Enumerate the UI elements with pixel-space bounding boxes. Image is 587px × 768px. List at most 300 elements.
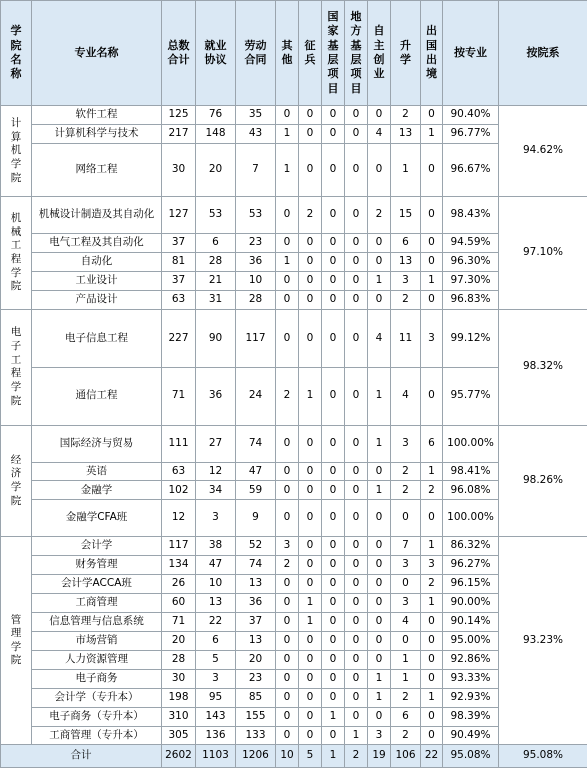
startup-cell: 0 [368, 650, 391, 669]
abroad-cell: 0 [421, 106, 443, 125]
major-rate-cell: 90.00% [443, 593, 499, 612]
national-cell: 0 [322, 631, 345, 650]
employment-cell: 13 [196, 593, 236, 612]
local-cell: 0 [345, 631, 368, 650]
major-name-cell: 电气工程及其自动化 [32, 234, 162, 253]
military-cell: 0 [299, 124, 322, 143]
other-cell: 2 [276, 556, 299, 575]
header-total: 总数 合计 [162, 1, 196, 106]
labor-cell: 43 [236, 124, 276, 143]
labor-cell: 117 [236, 309, 276, 367]
college-rate-cell: 97.10% [499, 197, 587, 310]
other-cell: 1 [276, 143, 299, 196]
other-cell: 2 [276, 367, 299, 425]
national-cell: 0 [322, 593, 345, 612]
military-cell: 0 [299, 425, 322, 462]
abroad-cell: 0 [421, 290, 443, 309]
total-cell: 30 [162, 143, 196, 196]
military-cell: 0 [299, 631, 322, 650]
further-cell: 15 [391, 197, 421, 234]
military-cell: 0 [299, 253, 322, 272]
table-row [1, 425, 587, 462]
further-cell: 0 [391, 500, 421, 537]
total-military-cell: 5 [299, 745, 322, 768]
further-cell: 0 [391, 631, 421, 650]
college-name-cell: 机 械 工 程 学 院 [1, 197, 32, 310]
further-cell: 2 [391, 688, 421, 707]
further-cell: 3 [391, 425, 421, 462]
labor-cell: 13 [236, 575, 276, 594]
startup-cell: 0 [368, 462, 391, 481]
startup-cell: 0 [368, 537, 391, 556]
further-cell: 4 [391, 612, 421, 631]
other-cell: 0 [276, 309, 299, 367]
other-cell: 0 [276, 462, 299, 481]
major-rate-cell: 95.77% [443, 367, 499, 425]
employment-cell: 136 [196, 726, 236, 745]
header-national: 国 家 基 层 项 目 [322, 1, 345, 106]
startup-cell: 4 [368, 124, 391, 143]
abroad-cell: 0 [421, 631, 443, 650]
header-military: 征 兵 [299, 1, 322, 106]
college-name-cell: 经 济 学 院 [1, 425, 32, 536]
table-row [1, 106, 587, 125]
major-rate-cell: 90.14% [443, 612, 499, 631]
national-cell: 0 [322, 688, 345, 707]
local-cell: 1 [345, 726, 368, 745]
header-by-major: 按专业 [443, 1, 499, 106]
local-cell: 0 [345, 650, 368, 669]
other-cell: 0 [276, 631, 299, 650]
total-local-cell: 2 [345, 745, 368, 768]
total-cell: 30 [162, 669, 196, 688]
total-cell: 60 [162, 593, 196, 612]
major-name-cell: 国际经济与贸易 [32, 425, 162, 462]
major-rate-cell: 92.86% [443, 650, 499, 669]
other-cell: 0 [276, 272, 299, 291]
abroad-cell: 6 [421, 425, 443, 462]
startup-cell: 1 [368, 688, 391, 707]
major-name-cell: 通信工程 [32, 367, 162, 425]
header-college: 学 院 名 称 [1, 1, 32, 106]
startup-cell: 1 [368, 481, 391, 500]
further-cell: 13 [391, 124, 421, 143]
employment-cell: 31 [196, 290, 236, 309]
header-by-college: 按院系 [499, 1, 587, 106]
major-rate-cell: 96.08% [443, 481, 499, 500]
national-cell: 0 [322, 309, 345, 367]
local-cell: 0 [345, 593, 368, 612]
total-label: 合计 [1, 745, 162, 768]
other-cell: 0 [276, 669, 299, 688]
other-cell: 1 [276, 124, 299, 143]
total-cell: 12 [162, 500, 196, 537]
national-cell: 0 [322, 462, 345, 481]
total-cell: 71 [162, 612, 196, 631]
military-cell: 0 [299, 537, 322, 556]
labor-cell: 85 [236, 688, 276, 707]
further-cell: 13 [391, 253, 421, 272]
national-cell: 0 [322, 537, 345, 556]
other-cell: 0 [276, 612, 299, 631]
major-rate-cell: 98.39% [443, 707, 499, 726]
abroad-cell: 2 [421, 481, 443, 500]
major-rate-cell: 100.00% [443, 425, 499, 462]
startup-cell: 1 [368, 425, 391, 462]
local-cell: 0 [345, 500, 368, 537]
employment-cell: 90 [196, 309, 236, 367]
header-other: 其 他 [276, 1, 299, 106]
further-cell: 2 [391, 462, 421, 481]
major-name-cell: 工商管理（专升本） [32, 726, 162, 745]
other-cell: 0 [276, 593, 299, 612]
employment-cell: 6 [196, 234, 236, 253]
other-cell: 0 [276, 197, 299, 234]
employment-cell: 6 [196, 631, 236, 650]
labor-cell: 53 [236, 197, 276, 234]
employment-cell: 5 [196, 650, 236, 669]
abroad-cell: 0 [421, 143, 443, 196]
local-cell: 0 [345, 309, 368, 367]
labor-cell: 10 [236, 272, 276, 291]
major-rate-cell: 96.27% [443, 556, 499, 575]
other-cell: 0 [276, 575, 299, 594]
other-cell: 0 [276, 726, 299, 745]
major-rate-cell: 96.77% [443, 124, 499, 143]
total-cell: 310 [162, 707, 196, 726]
employment-cell: 34 [196, 481, 236, 500]
table-row [1, 197, 587, 234]
table-row [1, 537, 587, 556]
abroad-cell: 3 [421, 556, 443, 575]
header-further: 升 学 [391, 1, 421, 106]
table-body [1, 106, 587, 768]
labor-cell: 13 [236, 631, 276, 650]
total-cell: 305 [162, 726, 196, 745]
military-cell: 0 [299, 669, 322, 688]
labor-cell: 28 [236, 290, 276, 309]
employment-cell: 10 [196, 575, 236, 594]
employment-cell: 47 [196, 556, 236, 575]
national-cell: 0 [322, 669, 345, 688]
college-rate-cell: 93.23% [499, 537, 587, 745]
major-name-cell: 电子信息工程 [32, 309, 162, 367]
military-cell: 0 [299, 309, 322, 367]
further-cell: 2 [391, 290, 421, 309]
employment-cell: 76 [196, 106, 236, 125]
military-cell: 0 [299, 500, 322, 537]
total-national-cell: 1 [322, 745, 345, 768]
further-cell: 7 [391, 537, 421, 556]
military-cell: 0 [299, 650, 322, 669]
employment-cell: 21 [196, 272, 236, 291]
labor-cell: 59 [236, 481, 276, 500]
total-cell: 217 [162, 124, 196, 143]
total-rate-major: 95.08% [443, 745, 499, 768]
national-cell: 1 [322, 707, 345, 726]
major-name-cell: 工商管理 [32, 593, 162, 612]
further-cell: 1 [391, 143, 421, 196]
other-cell: 0 [276, 106, 299, 125]
employment-cell: 3 [196, 669, 236, 688]
abroad-cell: 0 [421, 367, 443, 425]
labor-cell: 20 [236, 650, 276, 669]
abroad-cell: 0 [421, 612, 443, 631]
college-rate-cell: 98.26% [499, 425, 587, 536]
major-rate-cell: 93.33% [443, 669, 499, 688]
further-cell: 3 [391, 556, 421, 575]
labor-cell: 37 [236, 612, 276, 631]
startup-cell: 1 [368, 367, 391, 425]
startup-cell: 0 [368, 234, 391, 253]
total-cell: 125 [162, 106, 196, 125]
local-cell: 0 [345, 143, 368, 196]
major-rate-cell: 96.15% [443, 575, 499, 594]
total-cell: 71 [162, 367, 196, 425]
employment-cell: 53 [196, 197, 236, 234]
employment-cell: 148 [196, 124, 236, 143]
local-cell: 0 [345, 556, 368, 575]
labor-cell: 155 [236, 707, 276, 726]
major-rate-cell: 90.49% [443, 726, 499, 745]
labor-cell: 47 [236, 462, 276, 481]
other-cell: 0 [276, 234, 299, 253]
major-rate-cell: 96.83% [443, 290, 499, 309]
major-rate-cell: 90.40% [443, 106, 499, 125]
total-cell: 26 [162, 575, 196, 594]
total-cell: 37 [162, 234, 196, 253]
total-cell: 111 [162, 425, 196, 462]
labor-cell: 9 [236, 500, 276, 537]
abroad-cell: 0 [421, 253, 443, 272]
major-name-cell: 会计学 [32, 537, 162, 556]
major-name-cell: 金融学 [32, 481, 162, 500]
labor-cell: 36 [236, 253, 276, 272]
abroad-cell: 1 [421, 462, 443, 481]
further-cell: 2 [391, 726, 421, 745]
other-cell: 0 [276, 707, 299, 726]
total-row [1, 745, 587, 768]
total-cell: 20 [162, 631, 196, 650]
further-cell: 2 [391, 106, 421, 125]
further-cell: 1 [391, 650, 421, 669]
further-cell: 6 [391, 707, 421, 726]
abroad-cell: 1 [421, 272, 443, 291]
total-labor-cell: 1206 [236, 745, 276, 768]
total-cell: 102 [162, 481, 196, 500]
startup-cell: 0 [368, 290, 391, 309]
major-rate-cell: 86.32% [443, 537, 499, 556]
abroad-cell: 1 [421, 688, 443, 707]
labor-cell: 35 [236, 106, 276, 125]
college-name-cell: 管 理 学 院 [1, 537, 32, 745]
national-cell: 0 [322, 650, 345, 669]
college-name-cell: 计 算 机 学 院 [1, 106, 32, 197]
total-employment-cell: 1103 [196, 745, 236, 768]
further-cell: 11 [391, 309, 421, 367]
further-cell: 2 [391, 481, 421, 500]
header-labor: 劳动 合同 [236, 1, 276, 106]
military-cell: 0 [299, 575, 322, 594]
labor-cell: 7 [236, 143, 276, 196]
other-cell: 1 [276, 253, 299, 272]
major-rate-cell: 98.43% [443, 197, 499, 234]
abroad-cell: 0 [421, 197, 443, 234]
startup-cell: 0 [368, 106, 391, 125]
military-cell: 2 [299, 197, 322, 234]
major-name-cell: 财务管理 [32, 556, 162, 575]
abroad-cell: 0 [421, 500, 443, 537]
local-cell: 0 [345, 272, 368, 291]
major-name-cell: 信息管理与信息系统 [32, 612, 162, 631]
startup-cell: 0 [368, 593, 391, 612]
startup-cell: 1 [368, 272, 391, 291]
other-cell: 0 [276, 650, 299, 669]
employment-cell: 27 [196, 425, 236, 462]
military-cell: 1 [299, 367, 322, 425]
military-cell: 0 [299, 481, 322, 500]
major-name-cell: 产品设计 [32, 290, 162, 309]
labor-cell: 74 [236, 425, 276, 462]
further-cell: 3 [391, 593, 421, 612]
table-row [1, 309, 587, 367]
national-cell: 0 [322, 234, 345, 253]
startup-cell: 0 [368, 575, 391, 594]
major-rate-cell: 94.59% [443, 234, 499, 253]
startup-cell: 0 [368, 143, 391, 196]
startup-cell: 0 [368, 556, 391, 575]
total-startup-cell: 19 [368, 745, 391, 768]
local-cell: 0 [345, 106, 368, 125]
total-cell: 134 [162, 556, 196, 575]
major-name-cell: 电子商务（专升本） [32, 707, 162, 726]
major-name-cell: 英语 [32, 462, 162, 481]
total-cell: 28 [162, 650, 196, 669]
college-rate-cell: 98.32% [499, 309, 587, 425]
employment-cell: 3 [196, 500, 236, 537]
abroad-cell: 0 [421, 669, 443, 688]
local-cell: 0 [345, 688, 368, 707]
national-cell: 0 [322, 575, 345, 594]
military-cell: 0 [299, 726, 322, 745]
employment-cell: 28 [196, 253, 236, 272]
employment-cell: 22 [196, 612, 236, 631]
startup-cell: 4 [368, 309, 391, 367]
military-cell: 0 [299, 556, 322, 575]
total-cell: 63 [162, 462, 196, 481]
header-major: 专业名称 [32, 1, 162, 106]
local-cell: 0 [345, 367, 368, 425]
labor-cell: 133 [236, 726, 276, 745]
local-cell: 0 [345, 669, 368, 688]
military-cell: 1 [299, 612, 322, 631]
national-cell: 0 [322, 367, 345, 425]
major-name-cell: 会计学ACCA班 [32, 575, 162, 594]
other-cell: 0 [276, 500, 299, 537]
labor-cell: 74 [236, 556, 276, 575]
major-name-cell: 计算机科学与技术 [32, 124, 162, 143]
header-startup: 自 主 创 业 [368, 1, 391, 106]
major-rate-cell: 100.00% [443, 500, 499, 537]
major-name-cell: 机械设计制造及其自动化 [32, 197, 162, 234]
employment-cell: 36 [196, 367, 236, 425]
total-cell: 81 [162, 253, 196, 272]
total-cell: 127 [162, 197, 196, 234]
other-cell: 3 [276, 537, 299, 556]
major-name-cell: 会计学（专升本） [32, 688, 162, 707]
military-cell: 0 [299, 707, 322, 726]
military-cell: 0 [299, 290, 322, 309]
local-cell: 0 [345, 481, 368, 500]
college-name-cell: 电 子 工 程 学 院 [1, 309, 32, 425]
startup-cell: 3 [368, 726, 391, 745]
national-cell: 0 [322, 290, 345, 309]
military-cell: 0 [299, 234, 322, 253]
further-cell: 1 [391, 669, 421, 688]
labor-cell: 23 [236, 669, 276, 688]
abroad-cell: 1 [421, 593, 443, 612]
local-cell: 0 [345, 425, 368, 462]
further-cell: 4 [391, 367, 421, 425]
header-local: 地 方 基 层 项 目 [345, 1, 368, 106]
military-cell: 1 [299, 593, 322, 612]
major-name-cell: 软件工程 [32, 106, 162, 125]
total-cell: 37 [162, 272, 196, 291]
local-cell: 0 [345, 197, 368, 234]
major-name-cell: 电子商务 [32, 669, 162, 688]
total-cell: 63 [162, 290, 196, 309]
labor-cell: 36 [236, 593, 276, 612]
total-rate-college: 95.08% [499, 745, 587, 768]
national-cell: 0 [322, 197, 345, 234]
major-name-cell: 工业设计 [32, 272, 162, 291]
local-cell: 0 [345, 462, 368, 481]
header-abroad: 出 国 出 境 [421, 1, 443, 106]
major-name-cell: 网络工程 [32, 143, 162, 196]
national-cell: 0 [322, 425, 345, 462]
college-rate-cell: 94.62% [499, 106, 587, 197]
startup-cell: 0 [368, 707, 391, 726]
total-total-cell: 2602 [162, 745, 196, 768]
local-cell: 0 [345, 537, 368, 556]
other-cell: 0 [276, 688, 299, 707]
major-rate-cell: 96.30% [443, 253, 499, 272]
local-cell: 0 [345, 612, 368, 631]
major-rate-cell: 98.41% [443, 462, 499, 481]
further-cell: 0 [391, 575, 421, 594]
startup-cell: 1 [368, 669, 391, 688]
major-rate-cell: 95.00% [443, 631, 499, 650]
further-cell: 6 [391, 234, 421, 253]
military-cell: 0 [299, 106, 322, 125]
header-employment: 就业 协议 [196, 1, 236, 106]
major-name-cell: 自动化 [32, 253, 162, 272]
national-cell: 0 [322, 272, 345, 291]
major-name-cell: 人力资源管理 [32, 650, 162, 669]
national-cell: 0 [322, 612, 345, 631]
local-cell: 0 [345, 124, 368, 143]
abroad-cell: 0 [421, 707, 443, 726]
national-cell: 0 [322, 124, 345, 143]
abroad-cell: 0 [421, 726, 443, 745]
total-cell: 227 [162, 309, 196, 367]
total-cell: 117 [162, 537, 196, 556]
national-cell: 0 [322, 556, 345, 575]
startup-cell: 0 [368, 253, 391, 272]
startup-cell: 2 [368, 197, 391, 234]
major-name-cell: 市场营销 [32, 631, 162, 650]
national-cell: 0 [322, 253, 345, 272]
